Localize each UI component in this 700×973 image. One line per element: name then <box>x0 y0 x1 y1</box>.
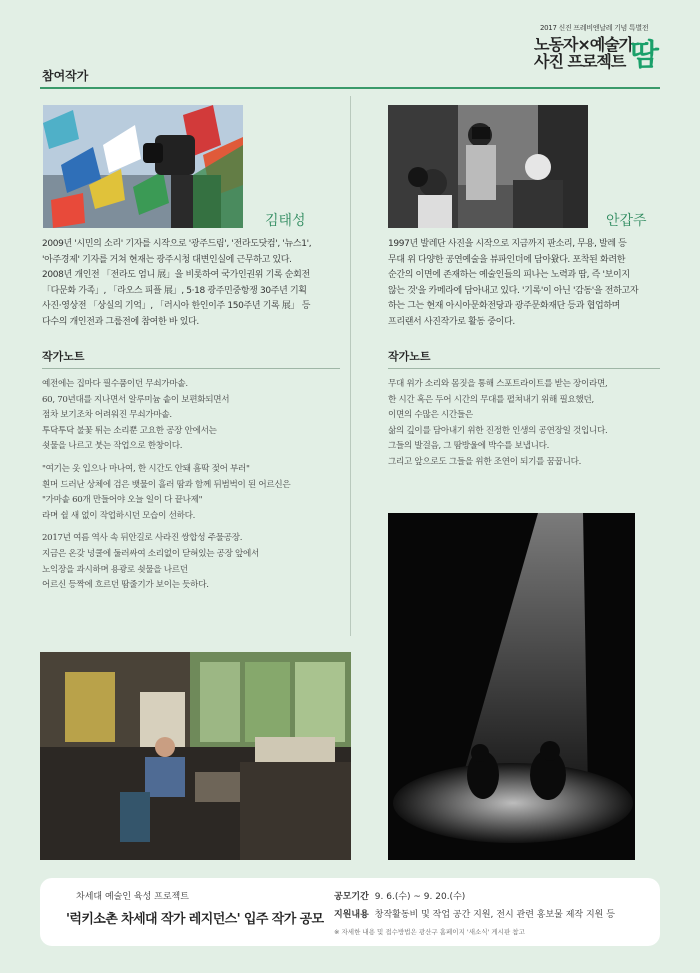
bio-line: '아주경제' 기자를 거쳐 현재는 광주시청 대변인실에 근무하고 있다. <box>42 254 292 265</box>
bio-line: 1997년 발레단 사진을 시작으로 지금까지 판소리, 무용, 발레 등 <box>388 239 627 249</box>
note-line: 2017년 여름 역사 속 뒤안길로 사라진 쌍합성 주물공장. <box>42 533 243 544</box>
bio-line: 2009년 '시민의 소리' 기자를 시작으로 '광주드림', '전라도닷컴', '뉴스1', <box>42 239 312 249</box>
bio-line: 「다문화 가족」, 「라오스 피플 展」, 5·18 광주민중항쟁 30주년 기획 <box>42 285 307 296</box>
note-line: 어르신 등짝에 흐르던 땀줄기가 보이는 듯하다. <box>42 580 209 591</box>
support-label: 지원내용 <box>334 910 369 920</box>
note-line: 노익장을 과시하며 용광로 쇳물을 나르던 <box>42 564 188 575</box>
photo-kim-flags <box>43 105 243 228</box>
photo-ahn-backstage <box>388 105 588 228</box>
footer-note: ※ 자세한 내용 및 접수방법은 광산구 홈페이지 '새소식' 게시판 참고 <box>334 928 525 936</box>
footer-support-row <box>334 907 615 920</box>
note-line: 투닥투닥 불꽃 튀는 소리뿐 고요한 공장 안에서는 <box>42 425 217 436</box>
note-kim <box>42 377 342 601</box>
bio-line: 하는 그는 현재 아시아문화전당과 광주문화재단 등과 협업하며 <box>388 301 621 312</box>
note-line: 그리고 앞으로도 그들을 위한 조연이 되기를 꿈꿉니다. <box>388 456 582 467</box>
note-paragraph <box>388 377 678 471</box>
note-paragraph <box>42 462 342 524</box>
footer-banner <box>40 878 660 946</box>
note-paragraph <box>42 377 342 455</box>
note-line: 60, 70년대를 지나면서 알루미늄 솥이 보편화되면서 <box>42 394 230 405</box>
bio-line: 다수의 개인전과 그룹전에 참여한 바 있다. <box>42 316 199 327</box>
footer-period-row <box>334 889 465 902</box>
note-ahn <box>388 377 678 478</box>
bio-line: 2008년 개인전 「전라도 엄니 展」을 비롯하여 국가인권위 기록 순회전 <box>42 270 310 281</box>
bio-line: 사진·영상전 「상실의 기억」, 「러시아 한인이주 150주년 기록 展」 등 <box>42 301 311 312</box>
bio-line: 프리랜서 사진작가로 활동 중이다. <box>388 316 515 327</box>
support-value: 창작활동비 및 작업 공간 지원, 전시 관련 홍보물 제작 지원 등 <box>374 910 615 920</box>
column-divider <box>350 96 351 636</box>
bio-line: 무대 위 다양한 공연예술을 뷰파인더에 담아왔다. 포착된 화려한 <box>388 254 626 265</box>
note-heading-kim: 작가노트 <box>42 350 85 363</box>
note-line: 점차 보기조차 어려워진 무쇠가마솥. <box>42 410 172 421</box>
bio-line: 않는 것'을 카메라에 담아내고 있다. '기록'이 아닌 '감동'을 전하고자 <box>388 285 639 296</box>
bio-ahn <box>388 237 678 331</box>
note-line: 쇳물을 나르고 붓는 작업으로 한창이다. <box>42 441 183 452</box>
note-heading-ahn: 작가노트 <box>388 350 431 363</box>
footer-title: '럭키소촌 차세대 작가 레지던스' 입주 작가 공모 <box>66 912 324 927</box>
note-line: 라며 쉴 새 없이 작업하시던 모습이 선하다. <box>42 510 196 521</box>
section-label: 참여작가 <box>42 69 89 83</box>
photo-kim-workshop <box>40 652 351 860</box>
note-rule-ahn <box>388 368 660 369</box>
footer-subtitle: 차세대 예술인 육성 프로젝트 <box>76 892 189 902</box>
header-logo-char: 땀 <box>630 38 659 73</box>
note-line: 그들의 발걸음, 그 땀방울에 박수를 보냅니다. <box>388 441 550 452</box>
bio-line: 순간의 이면에 존재하는 예술인들의 피나는 노력과 땀, 즉 '보이지 <box>388 270 630 281</box>
note-line: 예전에는 집마다 필수품이던 무쇠가마솥. <box>42 379 188 389</box>
header-subtitle: 2017 신진 프레비엔날레 기념 특별전 <box>540 24 649 32</box>
header-title: 노동자×예술가 사진 프로젝트 <box>534 35 634 71</box>
artist-name-kim: 김태성 <box>265 213 306 229</box>
note-line: 한 시간 혹은 두어 시간의 무대를 펼쳐내기 위해 필요했던, <box>388 394 594 405</box>
note-line: "여기는 옷 입으나 마나여, 한 시간도 안돼 흠딱 젖어 부러" <box>42 463 250 474</box>
note-rule-kim <box>42 368 340 369</box>
note-line: 이면의 수많은 시간들은 <box>388 410 473 421</box>
note-paragraph <box>42 531 342 593</box>
note-line: 흰머 드러난 상체에 검은 뱃물이 흘러 땀과 함께 뒤범벅이 된 어르신은 <box>42 479 291 490</box>
note-line: "가마솥 60개 만들어야 오늘 일이 다 끝나제" <box>42 495 203 506</box>
artist-name-ahn: 안갑주 <box>606 213 647 229</box>
top-rule <box>40 87 660 89</box>
bio-kim <box>42 237 342 331</box>
photo-ahn-stage <box>388 513 635 860</box>
period-label: 공모기간 <box>334 892 369 902</box>
period-value: 9. 6.(수) ~ 9. 20.(수) <box>374 892 466 902</box>
note-line: 삶의 깊이를 담아내기 위한 진정한 인생의 공연장일 것입니다. <box>388 425 608 436</box>
note-line: 지금은 온갖 넝쿨에 둘러싸여 소리없이 닫혀있는 공장 앞에서 <box>42 548 260 559</box>
note-line: 무대 위가 소리와 몸짓을 통해 스포트라이트를 받는 장이라면, <box>388 379 608 389</box>
